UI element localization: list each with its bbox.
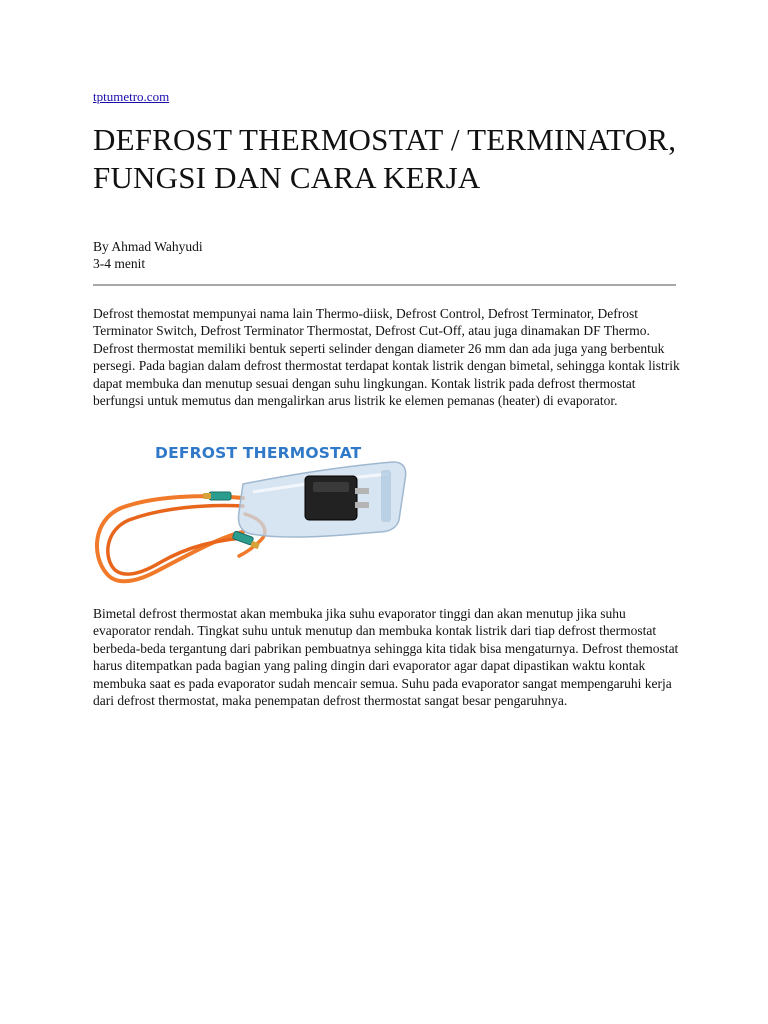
thermostat-contact-2 — [355, 502, 369, 508]
sleeve-ridge — [381, 470, 391, 522]
read-time: 3-4 menit — [93, 256, 146, 271]
thermostat-contact-1 — [355, 488, 369, 494]
paragraph-bimetal: Bimetal defrost thermostat akan membuka jika suhu evaporator tinggi dan akan menutup jika suhu evaporator rendah. Tingkat suhu untuk menutup dan membuka kontak listrik dari tiap defrost thermostat berbeda-beda tergantung dari pabrikan pembuatnya sehingga kita tidak bisa mengaturnya. Defrost themostat harus ditempatkan pada bagian yang paling dingin dari evaporator agar dapat dipastikan waktu kontak membuka saat es pada evaporator sudah mencair semua. Suhu pada evaporator sangat mempengaruhi kerja dari defrost thermostat, maka penempatan defrost thermostat sangat besar pengaruhnya. — [93, 606, 679, 709]
header-divider — [93, 284, 676, 286]
connector-terminal-left — [209, 492, 231, 500]
thermostat-cap — [313, 482, 349, 492]
article-title: DEFROST THERMOSTAT / TERMINATOR, FUNGSI DAN CARA KERJA — [93, 122, 677, 195]
figure-label: DEFROST THERMOSTAT — [155, 444, 362, 462]
orange-wire-inner — [108, 506, 245, 575]
source-site-link[interactable]: tptumetro.com — [93, 89, 170, 104]
article-byline — [93, 238, 203, 272]
defrost-thermostat-figure — [93, 436, 411, 596]
paragraph-intro: Defrost themostat mempunyai nama lain Thermo-diisk, Defrost Control, Defrost Terminator, Defrost Terminator Switch, Defrost Terminator Thermostat, Defrost Cut-Off, atau juga dinamakan DF Thermo. Defrost thermostat memiliki bentuk seperti selinder dengan diameter 26 mm dan ada juga yang berbentuk persegi. Pada bagian dalam defrost thermostat terdapat kontak listrik dengan bimetal, sehingga kontak listrik dapat membuka dan menutup sesuai dengan suhu lingkungan. Kontak listrik pada defrost thermostat berfungsi untuk memutus dan mengalirkan arus listrik ke elemen pemanas (heater) di evaporator. — [93, 306, 680, 409]
connector-pin-left — [203, 493, 211, 499]
author-name: By Ahmad Wahyudi — [93, 239, 203, 254]
